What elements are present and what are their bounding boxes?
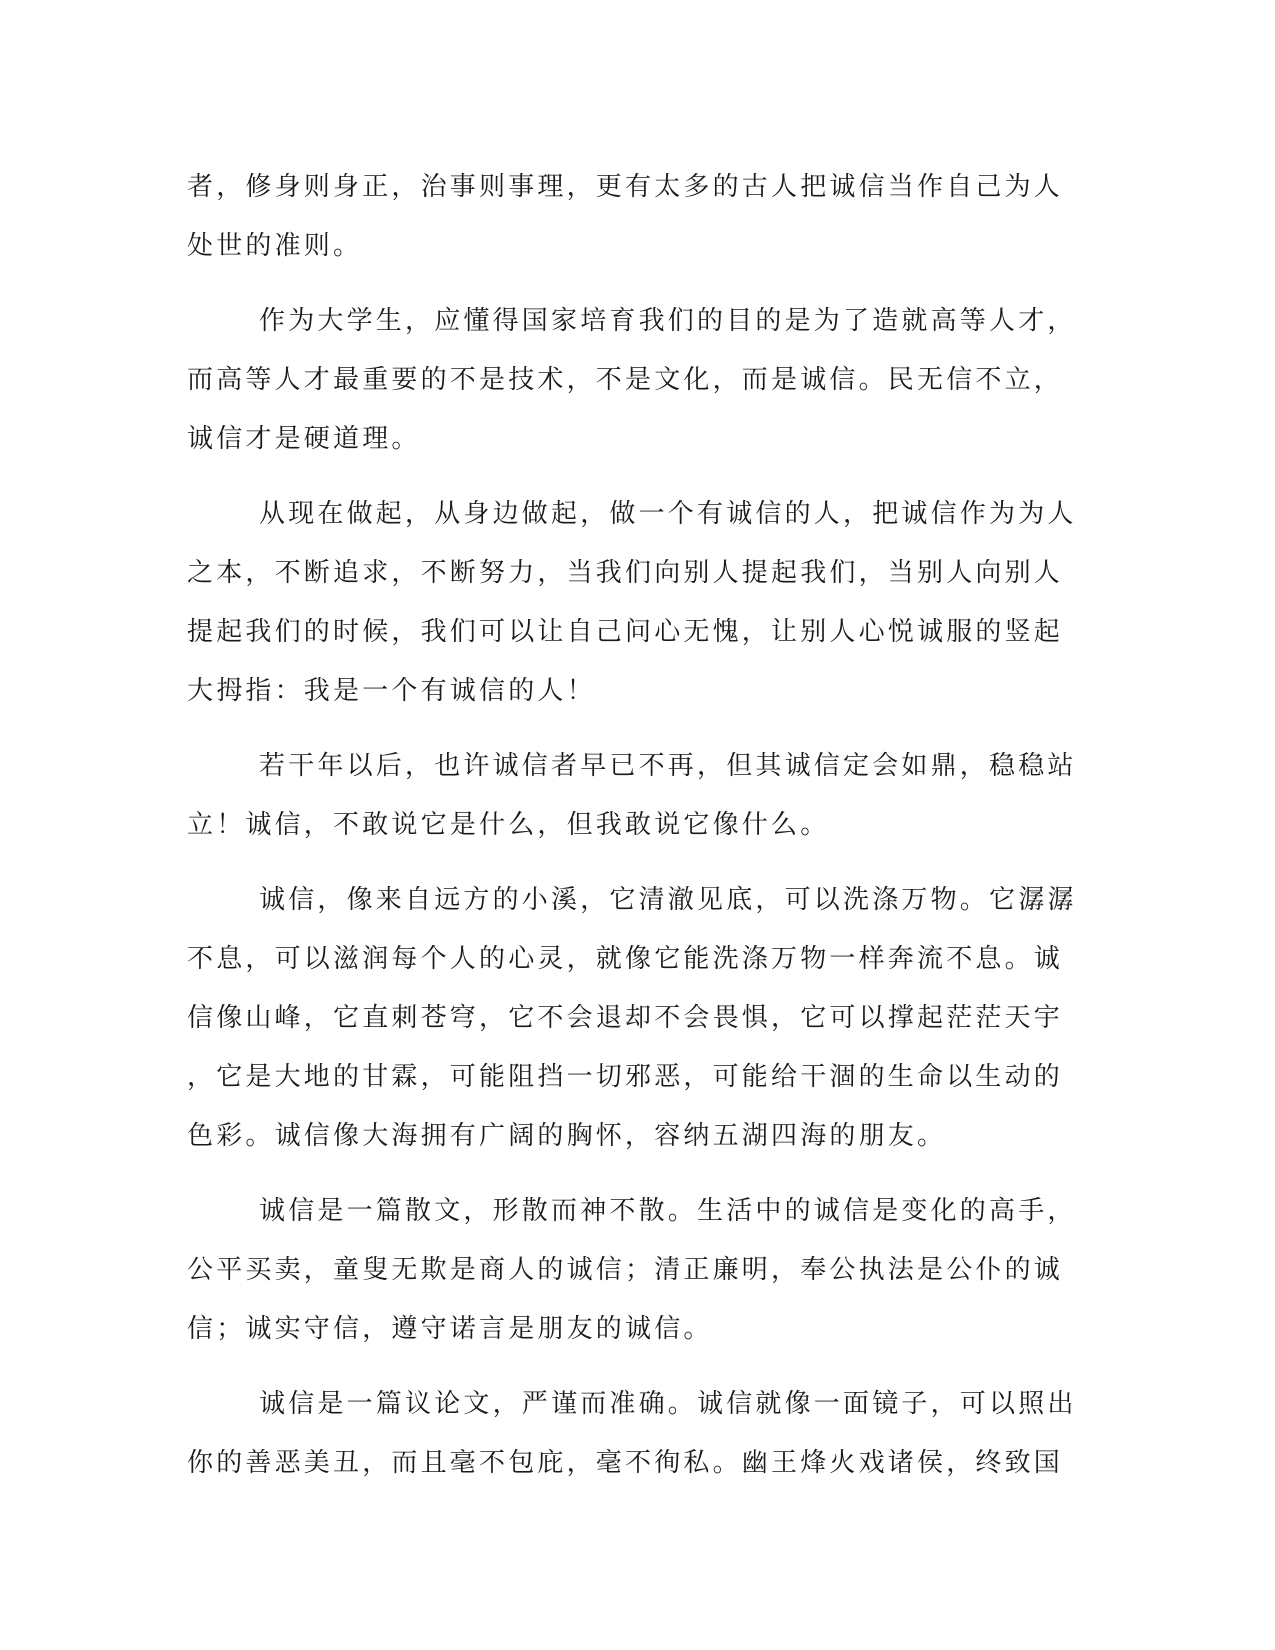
text-line: 诚信才是硬道理。 bbox=[187, 424, 421, 454]
paragraph-3 bbox=[187, 485, 1077, 721]
text-line: 诚信是一篇散文，形散而神不散。生活中的诚信是变化的高手， bbox=[259, 1196, 1077, 1226]
paragraph-4 bbox=[187, 737, 1077, 855]
paragraph-6 bbox=[187, 1182, 1077, 1359]
text-line: 立！诚信，不敢说它是什么，但我敢说它像什么。 bbox=[187, 810, 830, 840]
text-line: 大拇指：我是一个有诚信的人！ bbox=[187, 676, 596, 706]
text-line: 提起我们的时候，我们可以让自己问心无愧，让别人心悦诚服的竖起 bbox=[187, 617, 1064, 647]
document-body bbox=[187, 158, 1077, 1493]
text-line: 色彩。诚信像大海拥有广阔的胸怀，容纳五湖四海的朋友。 bbox=[187, 1121, 947, 1151]
paragraph-1 bbox=[187, 158, 1067, 276]
paragraph-5 bbox=[187, 871, 1077, 1166]
text-line: 者，修身则身正，治事则事理，更有太多的古人把诚信当作自己为人 bbox=[187, 172, 1064, 202]
paragraph-7 bbox=[187, 1375, 1077, 1493]
paragraph-2 bbox=[187, 292, 1077, 469]
text-line: 作为大学生，应懂得国家培育我们的目的是为了造就高等人才， bbox=[259, 306, 1077, 336]
text-line: 处世的准则。 bbox=[187, 231, 363, 261]
text-line: 你的善恶美丑，而且毫不包庇，毫不徇私。幽王烽火戏诸侯，终致国 bbox=[187, 1448, 1064, 1478]
text-line: 而高等人才最重要的不是技术，不是文化，而是诚信。民无信不立， bbox=[187, 365, 1064, 395]
text-line: 信像山峰，它直刺苍穹，它不会退却不会畏惧，它可以撑起茫茫天宇 bbox=[187, 1003, 1064, 1033]
text-line: 诚信，像来自远方的小溪，它清澈见底，可以洗涤万物。它潺潺 bbox=[259, 885, 1077, 915]
text-line: 若干年以后，也许诚信者早已不再，但其诚信定会如鼎，稳稳站 bbox=[259, 751, 1077, 781]
text-line: 之本，不断追求，不断努力，当我们向别人提起我们，当别人向别人 bbox=[187, 558, 1064, 588]
text-line: 不息，可以滋润每个人的心灵，就像它能洗涤万物一样奔流不息。诚 bbox=[187, 944, 1064, 974]
text-line: 诚信是一篇议论文，严谨而准确。诚信就像一面镜子，可以照出 bbox=[259, 1389, 1077, 1419]
text-line: 信；诚实守信，遵守诺言是朋友的诚信。 bbox=[187, 1314, 713, 1344]
text-line: ，它是大地的甘霖，可能阻挡一切邪恶，可能给干涸的生命以生动的 bbox=[187, 1062, 1064, 1092]
text-line: 从现在做起，从身边做起，做一个有诚信的人，把诚信作为为人 bbox=[259, 499, 1077, 529]
text-line: 公平买卖，童叟无欺是商人的诚信；清正廉明，奉公执法是公仆的诚 bbox=[187, 1255, 1064, 1285]
